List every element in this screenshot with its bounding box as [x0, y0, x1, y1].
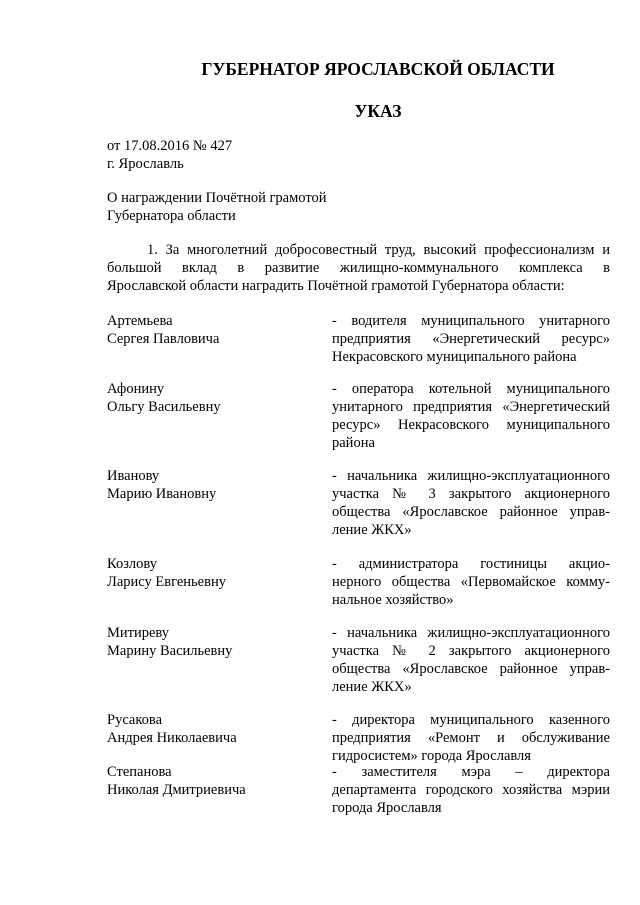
role-line: ление ЖКХ» [332, 679, 412, 695]
role-line: унитарного предприятия «Энергетический [332, 399, 610, 415]
awardee-given-name: Андрея Николаевича [107, 730, 237, 746]
subject-line-1: О награждении Почётной грамотой [107, 190, 327, 206]
role-line: - водителя муниципального унитарного [332, 313, 610, 329]
intro-paragraph [107, 241, 610, 295]
awardee-role [332, 312, 610, 366]
role-line: города Ярославля [332, 800, 442, 816]
awardee-given-name: Ларису Евгеньевну [107, 574, 226, 590]
awardee-role [332, 763, 610, 817]
role-line: департамента городского хозяйства мэрии [332, 782, 610, 798]
role-line: общества «Ярославское районное управ- [332, 661, 610, 677]
awardee-name [107, 555, 307, 591]
awardee-role [332, 711, 610, 765]
role-line: участка № 2 закрытого акционерного [332, 643, 610, 659]
role-line: Некрасовского муниципального района [332, 349, 577, 365]
awardee-surname: Козлову [107, 556, 158, 572]
intro-line-1: 1. За многолетний добросовестный труд, высокий профессионализм и [147, 242, 610, 258]
awardee-surname: Афонину [107, 381, 165, 397]
awardee-given-name: Марину Васильевну [107, 643, 233, 659]
document-subject [107, 189, 327, 225]
role-line: нерного общества «Первомайское комму- [332, 574, 610, 590]
awardee-surname: Артемьева [107, 313, 173, 329]
role-line: - заместителя мэра – директора [332, 764, 610, 780]
awardee-given-name: Марию Ивановну [107, 486, 217, 502]
awardee-surname: Иванову [107, 468, 160, 484]
role-line: общества «Ярославское районное управ- [332, 504, 610, 520]
awardee-given-name: Николая Дмитриевича [107, 782, 246, 798]
awardee-name [107, 380, 307, 416]
awardee-surname: Русакова [107, 712, 163, 728]
role-line: ресурс» Некрасовского муниципального [332, 417, 610, 433]
document-meta [107, 137, 232, 173]
subject-line-2: Губернатора области [107, 208, 236, 224]
role-line: предприятия «Ремонт и обслуживание [332, 730, 610, 746]
role-line: гидросистем» города Ярославля [332, 748, 531, 764]
awardee-surname: Митиреву [107, 625, 170, 641]
awardee-role [332, 467, 610, 539]
date-number: от 17.08.2016 № 427 [107, 138, 233, 154]
awardee-role [332, 380, 610, 452]
role-line: района [332, 435, 375, 451]
awardee-name [107, 312, 307, 348]
intro-line-3: Ярославской области наградить Почётной грамотой Губернатора области: [107, 278, 565, 294]
role-line: - директора муниципального казенного [332, 712, 610, 728]
awardee-surname: Степанова [107, 764, 172, 780]
role-line: участка № 3 закрытого акционерного [332, 486, 610, 502]
awardee-name [107, 624, 307, 660]
awardee-name [107, 711, 307, 747]
role-line: - начальника жилищно-эксплуатационного [332, 625, 610, 641]
awardee-name [107, 467, 307, 503]
awardee-role [332, 555, 610, 609]
document-authority: ГУБЕРНАТОР ЯРОСЛАВСКОЙ ОБЛАСТИ [201, 59, 555, 79]
intro-line-2: большой вклад в развитие жилищно-коммунального комплекса в [107, 260, 610, 276]
awardee-given-name: Сергея Павловича [107, 331, 220, 347]
role-line: нальное хозяйство» [332, 592, 454, 608]
role-line: - администратора гостиницы акцио- [332, 556, 610, 572]
role-line: - начальника жилищно-эксплуатационного [332, 468, 610, 484]
role-line: - оператора котельной муниципального [332, 381, 610, 397]
place: г. Ярославль [107, 156, 184, 172]
role-line: предприятия «Энергетический ресурс» [332, 331, 610, 347]
awardee-name [107, 763, 307, 799]
awardee-role [332, 624, 610, 696]
role-line: ление ЖКХ» [332, 522, 412, 538]
document-type: УКАЗ [354, 101, 402, 121]
awardee-given-name: Ольгу Васильевну [107, 399, 221, 415]
